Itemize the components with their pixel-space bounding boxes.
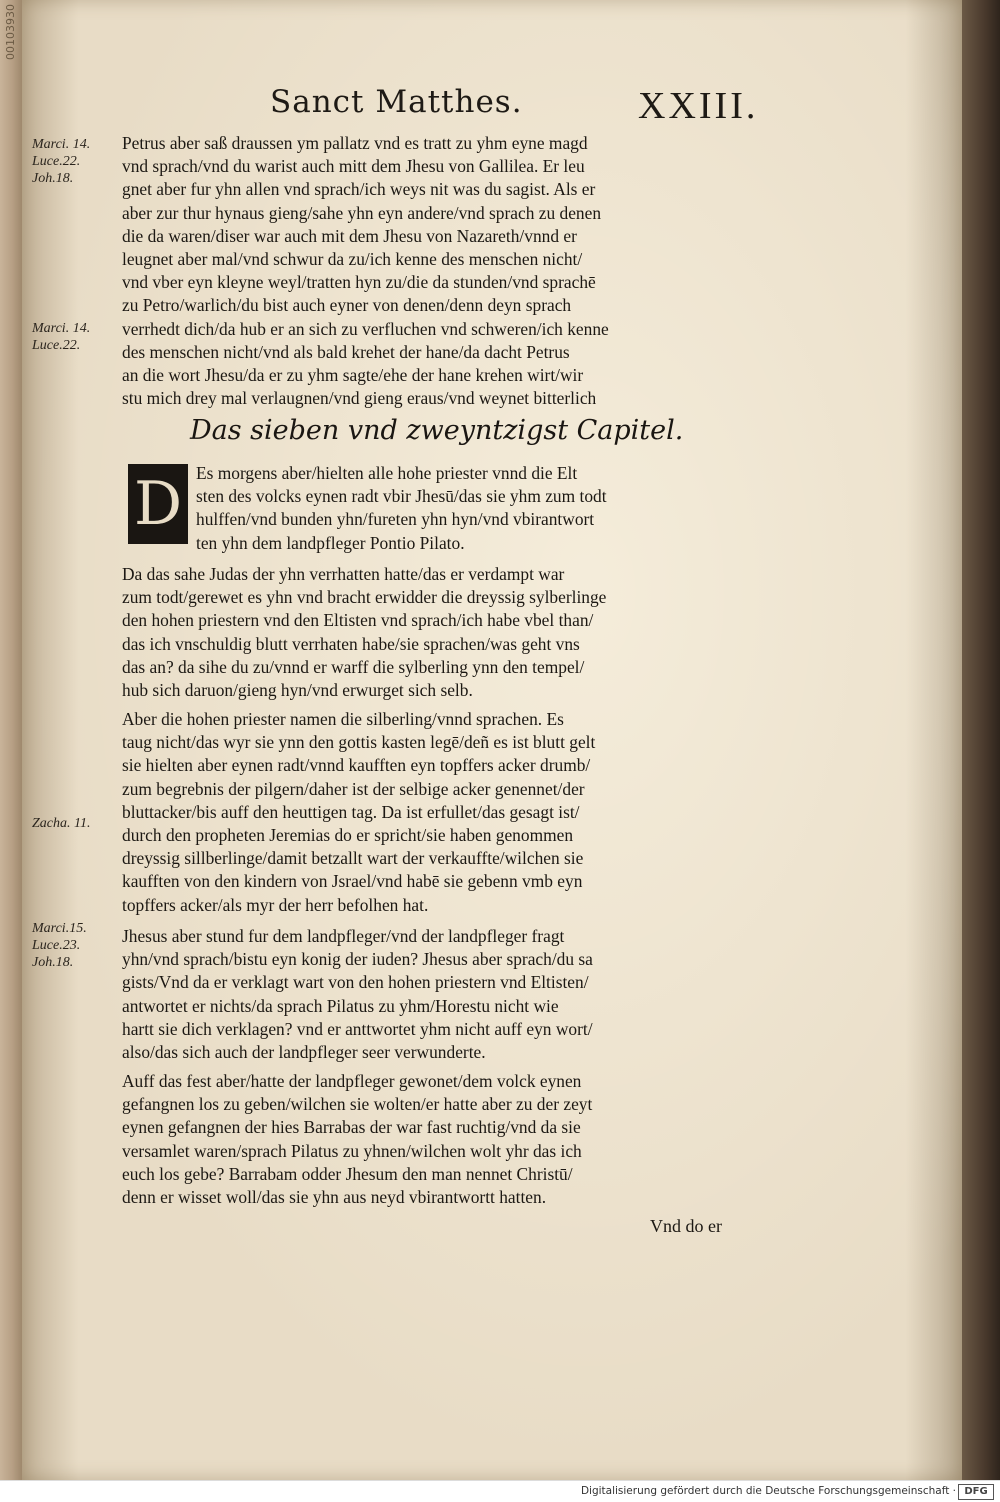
text-line: antwortet er nichts/da sprach Pilatus zu yhm/Horestu nicht wie bbox=[122, 995, 559, 1016]
paragraph-chapter-opening bbox=[196, 462, 758, 555]
margin-note-text: Marci.15. Luce.23. Joh.18. bbox=[32, 921, 87, 970]
folio-number: XXIII. bbox=[638, 85, 759, 127]
paragraph-silverlings bbox=[122, 708, 758, 917]
text-line: Da das sahe Judas der yhn verrhatten hatte/das er verdampt war bbox=[122, 564, 565, 584]
text-line: durch den propheten Jeremias do er spricht/sie haben genommen bbox=[122, 825, 574, 846]
text-line: vnd sprach/vnd du warist auch mitt dem Jhesu von Gallilea. Er leu bbox=[122, 156, 585, 177]
footer-bar bbox=[0, 1480, 1000, 1502]
text-line: bluttacker/bis auff den heuttigen tag. Da ist erfullet/das gesagt ist/ bbox=[122, 801, 580, 822]
catchword: Vnd do er bbox=[650, 1216, 722, 1236]
text-line: leugnet aber mal/vnd schwur da zu/ich kenne des menschen nicht/ bbox=[122, 249, 583, 270]
text-line: des menschen nicht/vnd als bald krehet der hane/da dacht Petrus bbox=[122, 341, 570, 362]
text-line: hulffen/vnd bunden yhn/fureten yhn hyn/vnd vbirantwort bbox=[196, 509, 595, 530]
text-line: hartt sie dich verklagen? vnd er anttwortet yhm nicht auff eyn wort/ bbox=[122, 1018, 593, 1039]
text-line: also/das sich auch der landpfleger seer verwunderte. bbox=[122, 1042, 486, 1063]
text-line: yhn/vnd sprach/bistu eyn konig der iuden? Jhesus aber sprach/du sa bbox=[122, 949, 593, 970]
text-line: Auff das fest aber/hatte der landpfleger gewonet/dem volck eynen bbox=[122, 1071, 582, 1091]
text-line: dreyssig sillberlinge/damit betzallt wart der verkauffte/wilchen sie bbox=[122, 848, 584, 869]
text-line: gefangnen los zu geben/wilchen sie wolten/er hatte aber zu der zeyt bbox=[122, 1094, 593, 1115]
text-line: taug nicht/das wyr sie ynn den gottis kasten legē/deñ es ist blutt gelt bbox=[122, 732, 596, 753]
text-line: gists/Vnd da er verklagt wart von den hohen priestern vnd Eltisten/ bbox=[122, 972, 589, 993]
text-line: denn er wisset woll/das sie yhn aus neyd vbirantwortt hatten. bbox=[122, 1187, 547, 1208]
text-line: zum begrebnis der pilgern/daher ist der selbige acker genennet/der bbox=[122, 778, 585, 799]
margin-note bbox=[32, 920, 87, 971]
text-line: Petrus aber saß draussen ym pallatz vnd es tratt zu yhm eyne magd bbox=[122, 133, 588, 153]
text-line: ten yhn dem landpfleger Pontio Pilato. bbox=[196, 532, 465, 553]
text-line: den hohen priestern vnd den Eltisten vnd sprach/ich habe vbel than/ bbox=[122, 610, 594, 631]
margin-note-text: Marci. 14. Luce.22. Joh.18. bbox=[32, 137, 91, 186]
text-line: euch los gebe? Barrabam odder Jhesum den man nennet Christū/ bbox=[122, 1163, 573, 1184]
text-line: kaufften von den kindern von Jsrael/vnd habē sie gebenn vmb eyn bbox=[122, 871, 583, 892]
text-line: Jhesus aber stund fur dem landpfleger/vnd der landpfleger fragt bbox=[122, 926, 565, 946]
paragraph-judas bbox=[122, 563, 758, 702]
margin-note-text: Marci. 14. Luce.22. bbox=[32, 321, 91, 353]
text-line: verrhedt dich/da hub er an sich zu verfluchen vnd schweren/ich kenne bbox=[122, 318, 609, 339]
text-line: sten des volcks eynen radt vbir Jhesū/das sie yhm zum todt bbox=[196, 486, 607, 507]
margin-note bbox=[32, 136, 90, 187]
text-line: vnd vber eyn kleyne weyl/tratten hyn zu/die da stunden/vnd sprachē bbox=[122, 272, 596, 293]
margin-note-text: Zacha. 11. bbox=[32, 816, 91, 831]
paragraph-before-pilate bbox=[122, 925, 758, 1064]
text-line: zu Petro/warlich/du bist auch eyner von denen/denn deyn sprach bbox=[122, 295, 572, 316]
paragraph-petrus-denial bbox=[122, 132, 758, 410]
margin-note bbox=[32, 320, 90, 354]
margin-note bbox=[32, 815, 90, 832]
decorated-initial: D bbox=[128, 464, 188, 544]
text-line: gnet aber fur yhn allen vnd sprach/ich weys nit was du sagist. Als er bbox=[122, 179, 596, 200]
text-line: hub sich daruon/gieng hyn/vnd erwurget sich selb. bbox=[122, 680, 473, 701]
paragraph-barrabas bbox=[122, 1070, 758, 1209]
text-line: Aber die hohen priester namen die silberling/vnnd sprachen. Es bbox=[122, 709, 564, 729]
book-edge-right bbox=[960, 0, 1000, 1480]
scan-identifier: 00103930 bbox=[4, 4, 17, 60]
text-line: an die wort Jhesu/da er zu yhm sagte/ehe der hane krehen wirt/wir bbox=[122, 365, 584, 386]
text-line: versamlet waren/sprach Pilatus zu yhnen/wilchen wolt yhr das ich bbox=[122, 1140, 582, 1161]
text-line: das an? da sihe du zu/vnnd er warff die sylberling ynn den tempel/ bbox=[122, 656, 585, 677]
chapter-heading: Das sieben vnd zweyntzigst Capitel. bbox=[190, 415, 684, 446]
funding-notice: Digitalisierung gefördert durch die Deutsche Forschungsgemeinschaft · bbox=[580, 1485, 956, 1497]
text-line: zum todt/gerewet es yhn vnd bracht erwidder die dreyssig sylberlinge bbox=[122, 587, 607, 608]
text-line: aber zur thur hynaus gieng/sahe yhn eyn andere/vnd sprach zu denen bbox=[122, 202, 602, 223]
text-line: das ich vnschuldig blutt verrhaten habe/sie sprachen/was geht vns bbox=[122, 633, 580, 654]
dfg-logo: DFG bbox=[958, 1484, 994, 1500]
text-line: stu mich drey mal verlaugnen/vnd gieng eraus/vnd weynet bitterlich bbox=[122, 388, 597, 409]
text-line: topffers acker/als myr der herr befolhen hat. bbox=[122, 894, 429, 915]
text-line: sie hielten aber eynen radt/vnnd kaufften eyn topffers acker drumb/ bbox=[122, 755, 591, 776]
text-line: eynen gefangnen der hies Barrabas der war fast ruchtig/vnd da sie bbox=[122, 1117, 581, 1138]
text-line: Es morgens aber/hielten alle hohe priester vnnd die Elt bbox=[196, 463, 578, 483]
text-line: die da waren/diser war auch mit dem Jhesu von Nazareth/vnnd er bbox=[122, 225, 577, 246]
running-title: Sanct Matthes. bbox=[270, 84, 523, 120]
